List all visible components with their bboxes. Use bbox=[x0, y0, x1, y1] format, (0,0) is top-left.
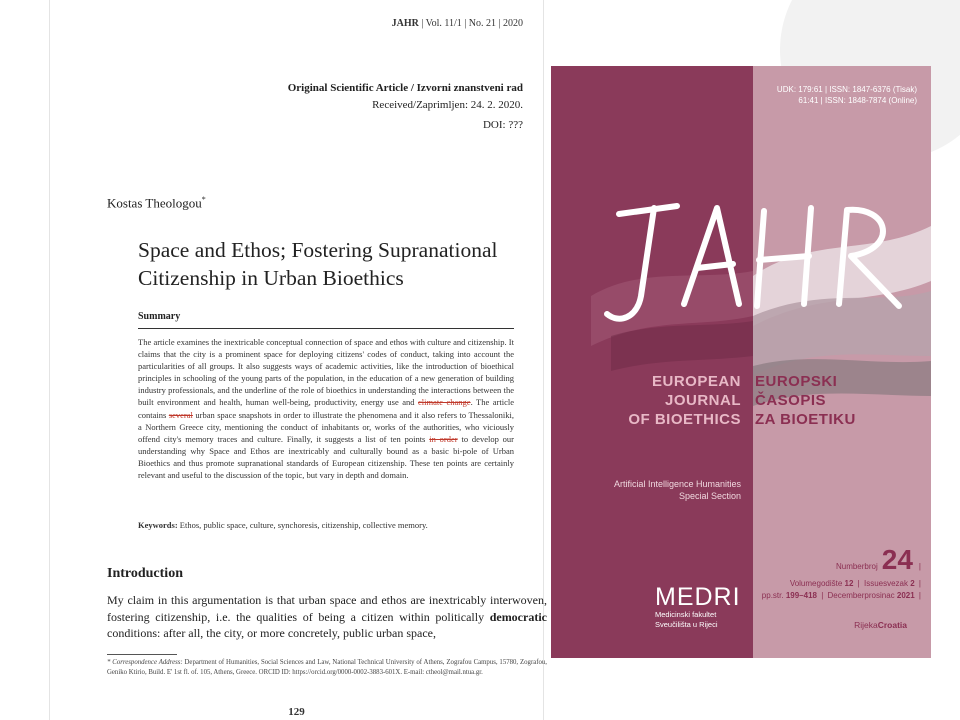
introduction-heading: Introduction bbox=[107, 566, 183, 581]
intro-part-1: My claim in this argumentation is that urban space and ethos are inextricably interwoven, fostering citizenship, i.e. the qualities of being a citizen within politically bbox=[107, 593, 547, 624]
journal-header-name: JAHR bbox=[391, 18, 419, 29]
keywords bbox=[138, 520, 528, 530]
medri-faculty-line-2: Sveučilišta u Rijeci bbox=[655, 619, 718, 629]
volume-label: Volumegodište bbox=[789, 579, 843, 588]
abstract-part-2: . The article contains bbox=[138, 397, 514, 420]
summary-divider bbox=[138, 328, 514, 329]
keywords-list: Ethos, public space, culture, synchoresis, citizenship, collective memory. bbox=[177, 520, 428, 530]
page-number: 129 bbox=[288, 706, 305, 718]
introduction-text bbox=[107, 592, 547, 642]
year: 2021 bbox=[896, 591, 915, 600]
article-title-line-2: Citizenship in Urban Bioethics bbox=[138, 266, 404, 290]
pages-label: pp.str. bbox=[761, 591, 784, 600]
intro-bold-word: democratic bbox=[489, 609, 547, 624]
pages-line: pp.str. 199–418 | Decemberprosinac 2021 | bbox=[761, 591, 921, 600]
abstract bbox=[138, 336, 514, 481]
cover-title-en-line-1: EUROPEAN bbox=[651, 373, 741, 390]
abstract-deletion-2: several bbox=[168, 409, 193, 420]
cover-title-hr-line-2: ČASOPIS bbox=[755, 392, 827, 409]
special-section-line-2: Special Section bbox=[678, 491, 741, 501]
footnote-divider bbox=[107, 654, 177, 655]
author-name bbox=[107, 195, 206, 211]
author-footnote-mark: * bbox=[201, 195, 206, 204]
abstract-part-3: urban space snapshots in order to illustrate the phenomena and it also refers to Thessaloniki, a Northern Greece city, mentioning the conduct of inhabitants or, works of the authorities, who viciously offend city's memory traces and culture. Finally, it suggests a list of ten points bbox=[138, 409, 515, 444]
issue-label: Issuesvezak bbox=[863, 579, 908, 588]
medri-faculty-line-1: Medicinski fakultet bbox=[655, 610, 717, 619]
issue-value: 2 bbox=[910, 579, 915, 588]
number-label: Numberbroj bbox=[835, 562, 878, 571]
footnote-label: * Correspondence Address: bbox=[107, 659, 183, 666]
keywords-label: Keywords: bbox=[138, 520, 178, 530]
author-name-text: Kostas Theologou bbox=[107, 195, 202, 211]
cover-title-croatian bbox=[755, 372, 856, 429]
abstract-deletion-3: in order bbox=[429, 433, 458, 444]
volume-number: 12 bbox=[844, 579, 854, 588]
article-title bbox=[138, 236, 528, 292]
pages-range: 199–418 bbox=[785, 591, 817, 600]
cover-title-en-line-3: OF BIOETHICS bbox=[628, 411, 741, 428]
doi: DOI: ??? bbox=[482, 119, 523, 131]
footnote bbox=[107, 658, 547, 678]
footnote-text: Department of Humanities, Social Sciences and Law, National Technical University of Athens, Zografou Campus, 15780, Zografou, Geniko Ktirio, Build. E' 1st fl. of. 105, Athens, Greece. ORCID ID: https://orcid.org/0000-0002-3883-601X. E-mail: ctheol@mail.ntua.gr. bbox=[107, 659, 547, 676]
article-type: Original Scientific Article / Izvorni znanstveni rad bbox=[287, 82, 523, 94]
issue-number-line: Numberbroj 24 | bbox=[835, 544, 921, 575]
special-section-label bbox=[551, 478, 741, 502]
issn-line-2: 61:41 | ISSN: 1848-7874 (Online) bbox=[798, 96, 917, 105]
issue-number: 24 bbox=[881, 544, 913, 575]
issue-info bbox=[762, 544, 923, 600]
received-date: Received/Zaprimljen: 24. 2. 2020. bbox=[372, 99, 523, 111]
cover-title-hr-line-1: EUROPSKI bbox=[755, 373, 838, 390]
country-name: Croatia bbox=[877, 620, 907, 630]
publication-city bbox=[854, 620, 907, 630]
intro-part-2: conditions: after all, the city, or more concretely, public urban space, bbox=[107, 626, 436, 640]
cover-title-hr-line-3: ZA BIOETIKU bbox=[755, 411, 856, 428]
abstract-part-1: The article examines the inextricable conceptual connection of space and ethos with culture and citizenship. It claims that the city is a prominent space for deploying citizens' codes of conduct, taking into account the particularities of all groups. It also suggests ways of academic activities, like the introduction of bioethical principles in schooling of the young parts of the population, in the education of a new generation of building industry professionals, and the underline of the role of bioethics in understanding the interactions between the built environment and health, human well-being, productivity, energy use and bbox=[138, 337, 514, 408]
summary-heading: Summary bbox=[138, 311, 181, 322]
cover-title-en-line-2: JOURNAL bbox=[664, 392, 741, 409]
cover-title-english bbox=[551, 372, 741, 429]
abstract-deletion-1: climate change bbox=[417, 397, 471, 408]
journal-header-details: | Vol. 11/1 | No. 21 | 2020 bbox=[418, 18, 523, 29]
abstract-part-4: to develop our understanding why Space and Ethos are inextricably and culturally bound as a basic bi-pole of Urban Bioethics and thus promote supranational standards of European citizenship. These ten points are certainly relevant and useful to the discussion of the topic, but vary in depth and domain. bbox=[138, 433, 515, 481]
city-name: Rijeka bbox=[854, 620, 878, 630]
date-label: Decemberprosinac bbox=[827, 591, 895, 600]
article-title-line-1: Space and Ethos; Fostering Supranational bbox=[138, 238, 498, 262]
journal-running-header bbox=[392, 18, 523, 29]
medri-logo bbox=[655, 584, 741, 629]
issn-line-1: UDK: 179:61 | ISSN: 1847-6376 (Tisak) bbox=[776, 85, 917, 94]
special-section-line-1: Artificial Intelligence Humanities bbox=[613, 479, 741, 489]
journal-cover bbox=[551, 66, 931, 658]
article-page bbox=[50, 0, 547, 720]
volume-line: Volumegodište 12 | Issuesvezak 2 | bbox=[789, 579, 921, 588]
medri-wordmark: MEDRI bbox=[655, 583, 741, 611]
issn-info bbox=[777, 84, 917, 106]
jahr-logo bbox=[599, 186, 919, 336]
